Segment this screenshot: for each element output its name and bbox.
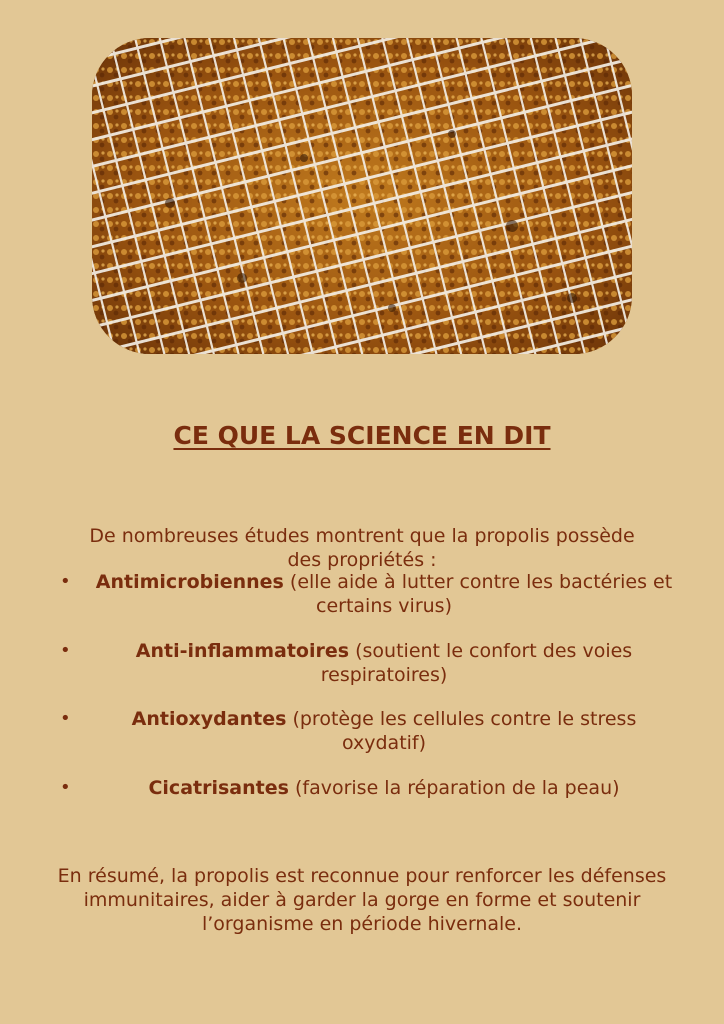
- property-description: (favorise la réparation de la peau): [288, 777, 620, 799]
- property-description: (elle aide à lutter contre les bactéries et certains virus): [283, 571, 673, 617]
- bullet-icon: •: [60, 708, 71, 729]
- intro-paragraph: De nombreuses études montrent que la propolis possède des propriétés :: [89, 525, 635, 571]
- property-term: Antioxydantes: [131, 708, 287, 730]
- property-term: Anti-inflammatoires: [135, 640, 350, 662]
- list-item: [60, 776, 680, 800]
- list-item: [60, 639, 680, 687]
- property-description: (soutient le confort des voies respiratoires): [320, 640, 633, 686]
- bullet-icon: •: [60, 777, 71, 798]
- section-title: CE QUE LA SCIENCE EN DIT: [173, 420, 551, 450]
- property-term: Cicatrisantes: [148, 777, 289, 799]
- property-term: Antimicrobiennes: [95, 571, 284, 593]
- bullet-icon: •: [60, 640, 71, 661]
- propolis-grid-image: [92, 38, 632, 354]
- bullet-icon: •: [60, 571, 71, 592]
- summary-paragraph: En résumé, la propolis est reconnue pour renforcer les défenses immunitaires, aider à garder la gorge en forme et soutenir l’organisme en période hivernale.: [57, 865, 667, 935]
- propolis-photo: [92, 38, 632, 354]
- list-item: [60, 707, 680, 755]
- property-description: (protège les cellules contre le stress oxydatif): [286, 708, 637, 754]
- list-item: [60, 570, 680, 618]
